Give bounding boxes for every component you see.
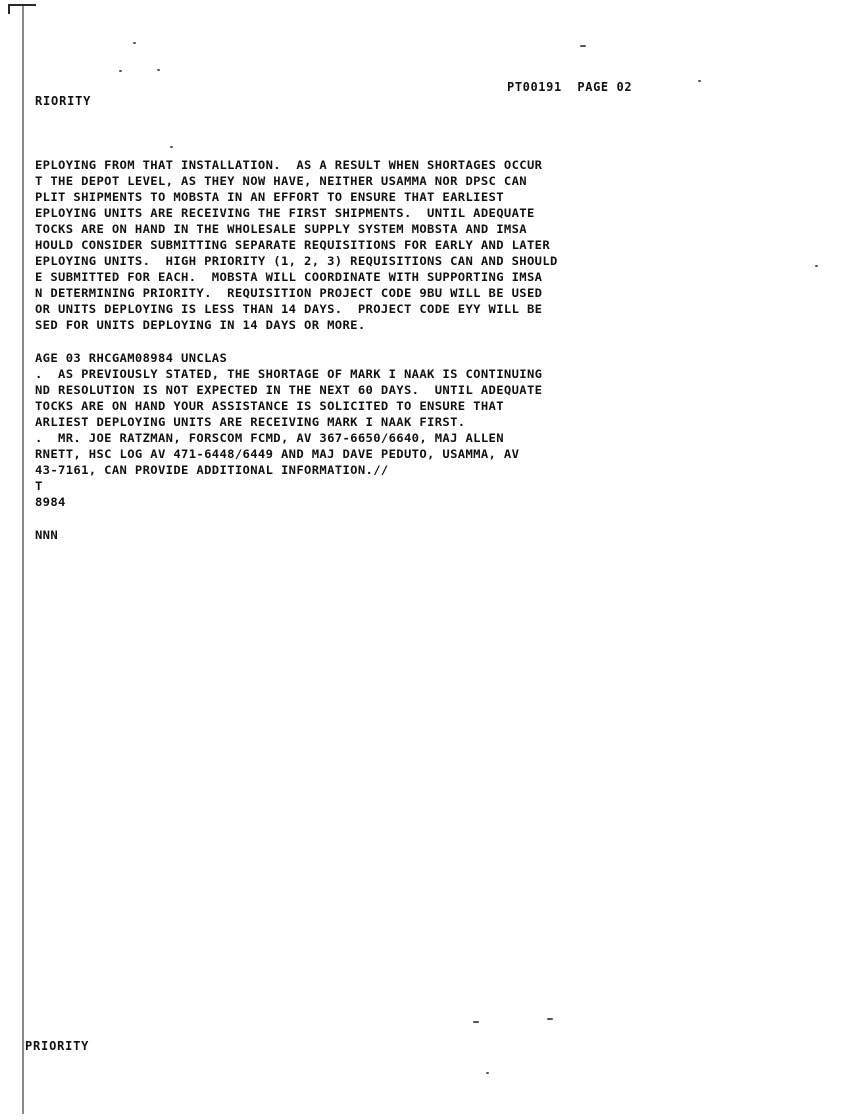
text-line: ARLIEST DEPLOYING UNITS ARE RECEIVING MARK I NAAK FIRST. <box>35 416 466 429</box>
text-line: HOULD CONSIDER SUBMITTING SEPARATE REQUISITIONS FOR EARLY AND LATER <box>35 239 551 252</box>
text-line: . MR. JOE RATZMAN, FORSCOM FCMD, AV 367-6650/6640, MAJ ALLEN <box>35 432 504 445</box>
text-line: OR UNITS DEPLOYING IS LESS THAN 14 DAYS. PROJECT CODE EYY WILL BE <box>35 303 543 316</box>
scan-speck <box>170 146 173 148</box>
scan-speck <box>133 42 136 44</box>
end-of-message-marker: NNN <box>35 529 59 542</box>
precedence-header: RIORITY <box>35 94 92 108</box>
scan-speck <box>473 1021 479 1023</box>
scan-speck <box>119 70 122 72</box>
text-line: 43-7161, CAN PROVIDE ADDITIONAL INFORMATION.// <box>35 464 389 477</box>
text-line: ND RESOLUTION IS NOT EXPECTED IN THE NEXT 60 DAYS. UNTIL ADEQUATE <box>35 384 543 397</box>
precedence-footer: PRIORITY <box>25 1039 90 1053</box>
text-line: EPLOYING FROM THAT INSTALLATION. AS A RESULT WHEN SHORTAGES OCCUR <box>35 159 543 172</box>
text-line: EPLOYING UNITS. HIGH PRIORITY (1, 2, 3) REQUISITIONS CAN AND SHOULD <box>35 255 558 268</box>
scan-speck <box>580 45 586 47</box>
message-id-page-number: PT00191 PAGE 02 <box>507 80 633 94</box>
scan-speck <box>547 1018 553 1020</box>
text-line: SED FOR UNITS DEPLOYING IN 14 DAYS OR MORE. <box>35 319 366 332</box>
page-corner-tick <box>8 4 10 14</box>
text-line: RNETT, HSC LOG AV 471-6448/6449 AND MAJ DAVE PEDUTO, USAMMA, AV <box>35 448 520 461</box>
scan-speck <box>698 80 701 82</box>
text-line: E SUBMITTED FOR EACH. MOBSTA WILL COORDINATE WITH SUPPORTING IMSA <box>35 271 543 284</box>
text-line: . AS PREVIOUSLY STATED, THE SHORTAGE OF MARK I NAAK IS CONTINUING <box>35 368 543 381</box>
text-line: N DETERMINING PRIORITY. REQUISITION PROJECT CODE 9BU WILL BE USED <box>35 287 543 300</box>
text-line: TOCKS ARE ON HAND IN THE WHOLESALE SUPPLY SYSTEM MOBSTA AND IMSA <box>35 223 527 236</box>
scan-speck <box>486 1072 489 1074</box>
page-header-line: AGE 03 RHCGAM08984 UNCLAS <box>35 352 228 365</box>
text-line: PLIT SHIPMENTS TO MOBSTA IN AN EFFORT TO ENSURE THAT EARLIEST <box>35 191 504 204</box>
text-line: T <box>35 480 43 493</box>
text-line: EPLOYING UNITS ARE RECEIVING THE FIRST SHIPMENTS. UNTIL ADEQUATE <box>35 207 535 220</box>
page-corner-mark <box>8 4 36 6</box>
text-line: T THE DEPOT LEVEL, AS THEY NOW HAVE, NEITHER USAMMA NOR DPSC CAN <box>35 175 527 188</box>
page-left-edge <box>22 4 24 1114</box>
scan-speck <box>157 69 160 71</box>
message-number-line: 8984 <box>35 496 66 509</box>
text-line: TOCKS ARE ON HAND YOUR ASSISTANCE IS SOLICITED TO ENSURE THAT <box>35 400 504 413</box>
scan-speck <box>815 265 818 267</box>
